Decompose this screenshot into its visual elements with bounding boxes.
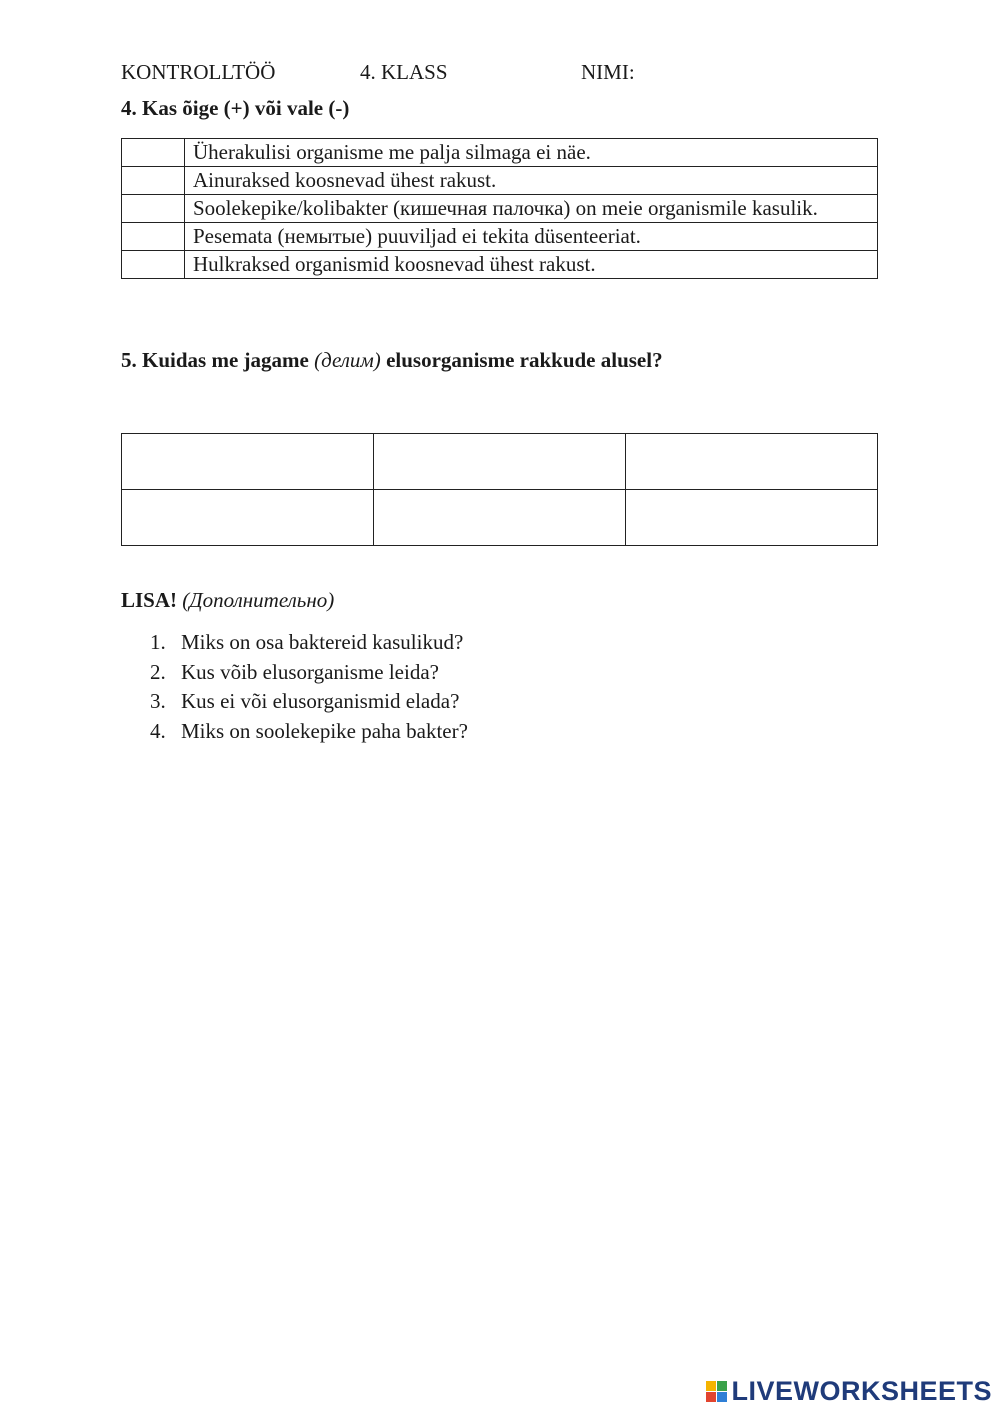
question-4-title: 4. Kas õige (+) või vale (-): [121, 96, 350, 120]
statement-cell: Hulkraksed organismid koosnevad ühest rakust.: [185, 251, 878, 279]
answer-cell[interactable]: [122, 139, 185, 167]
list-number: 1.: [150, 630, 166, 654]
list-text: Miks on soolekepike paha bakter?: [181, 718, 468, 743]
answer-cell[interactable]: [122, 434, 374, 490]
extra-title: [121, 588, 334, 613]
answer-cell[interactable]: [122, 223, 185, 251]
question-5-title-part1: 5. Kuidas me jagame: [121, 348, 309, 372]
answer-cell[interactable]: [626, 434, 878, 490]
extra-questions-list: [150, 628, 468, 746]
true-false-table: [121, 138, 878, 279]
statement-cell: Soolekepike/kolibakter (кишечная палочка) on meie organismile kasulik.: [185, 195, 878, 223]
list-number: 3.: [150, 689, 166, 713]
logo-text: LIVEWORKSHEETS: [731, 1376, 992, 1406]
list-item: [150, 628, 468, 658]
table-row: [122, 251, 878, 279]
question-5-title: [121, 348, 663, 373]
logo-square: [706, 1381, 716, 1391]
table-row: [122, 167, 878, 195]
list-text: Kus võib elusorganisme leida?: [181, 659, 439, 684]
logo-square: [717, 1381, 727, 1391]
logo-square: [717, 1392, 727, 1402]
table-row: [122, 434, 878, 490]
answer-cell[interactable]: [626, 490, 878, 546]
name-label: NIMI:: [581, 60, 635, 84]
answer-cell[interactable]: [122, 167, 185, 195]
answer-cell[interactable]: [374, 490, 626, 546]
answer-cell[interactable]: [122, 195, 185, 223]
classification-table: [121, 433, 878, 546]
answer-cell[interactable]: [122, 490, 374, 546]
list-item: [150, 658, 468, 688]
liveworksheets-logo[interactable]: [706, 1376, 992, 1407]
table-row: [122, 223, 878, 251]
class-label: 4. KLASS: [360, 60, 448, 84]
question-5-title-part2: elusorganisme rakkude alusel?: [386, 348, 663, 372]
logo-mark-icon: [706, 1381, 727, 1402]
list-text: Kus ei või elusorganismid elada?: [181, 689, 460, 713]
extra-russian-hint: (Дополнительно): [182, 588, 335, 612]
list-number: 2.: [150, 659, 166, 684]
list-item: [150, 717, 468, 747]
extra-title-label: LISA!: [121, 588, 178, 612]
table-row: [122, 195, 878, 223]
statement-cell: Ainuraksed koosnevad ühest rakust.: [185, 167, 878, 195]
answer-cell[interactable]: [122, 251, 185, 279]
table-row: [122, 139, 878, 167]
answer-cell[interactable]: [374, 434, 626, 490]
statement-cell: Üherakulisi organisme me palja silmaga ei näe.: [185, 139, 878, 167]
test-title: KONTROLLTÖÖ: [121, 60, 276, 84]
statement-cell: Pesemata (немытые) puuviljad ei tekita düsenteeriat.: [185, 223, 878, 251]
logo-square: [706, 1392, 716, 1402]
question-5-russian-hint: (делим): [314, 348, 381, 372]
list-text: Miks on osa baktereid kasulikud?: [181, 630, 464, 654]
list-item: [150, 687, 468, 717]
table-row: [122, 490, 878, 546]
list-number: 4.: [150, 718, 166, 743]
